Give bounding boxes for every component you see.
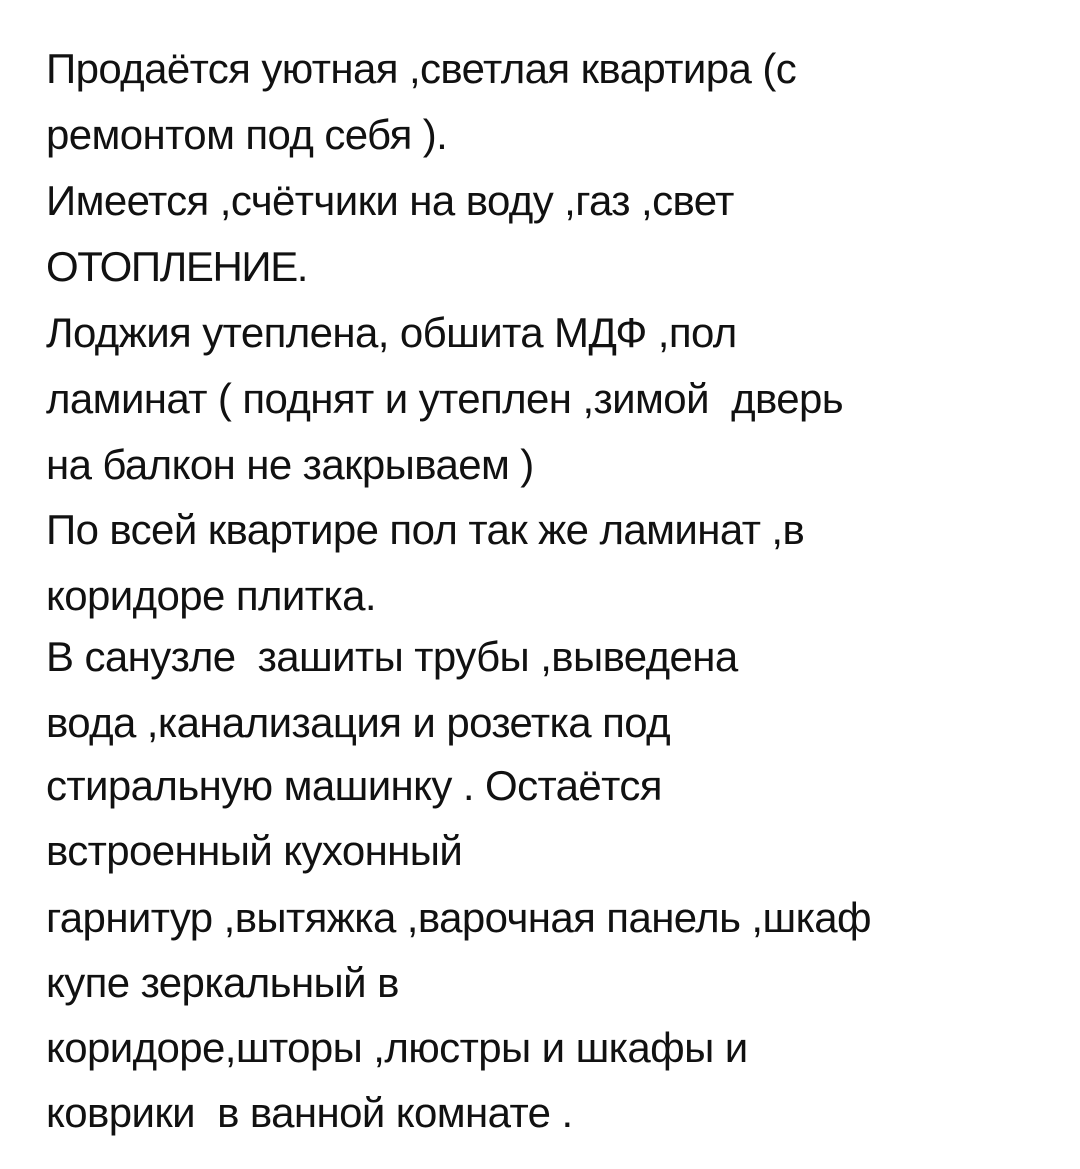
text-line: на балкон не закрываем ) <box>46 441 534 488</box>
text-line: В санузле зашиты трубы ,выведена <box>46 633 738 680</box>
text-line: ОТОПЛЕНИЕ. <box>46 243 308 290</box>
text-line: купе зеркальный в <box>46 959 399 1006</box>
text-line: Имеется ,счётчики на воду ,газ ,свет <box>46 177 734 224</box>
text-line: коридоре плитка. <box>46 572 376 619</box>
text-line: встроенный кухонный <box>46 827 463 874</box>
text-line: Лоджия утеплена, обшита МДФ ,пол <box>46 309 737 356</box>
text-line: стиральную машинку . Остаётся <box>46 762 662 809</box>
text-line: По всей квартире пол так же ламинат ,в <box>46 506 805 553</box>
listing-description <box>46 0 1056 1169</box>
text-line: ремонтом под себя ). <box>46 111 448 158</box>
text-line: коврики в ванной комнате . <box>46 1089 573 1136</box>
text-line: вода ,канализация и розетка под <box>46 699 670 746</box>
text-line: гарнитур ,вытяжка ,варочная панель ,шкаф <box>46 894 872 941</box>
text-line: коридоре,шторы ,люстры и шкафы и <box>46 1024 748 1071</box>
text-line: Продаётся уютная ,светлая квартира (с <box>46 45 797 92</box>
text-line: ламинат ( поднят и утеплен ,зимой дверь <box>46 375 844 422</box>
